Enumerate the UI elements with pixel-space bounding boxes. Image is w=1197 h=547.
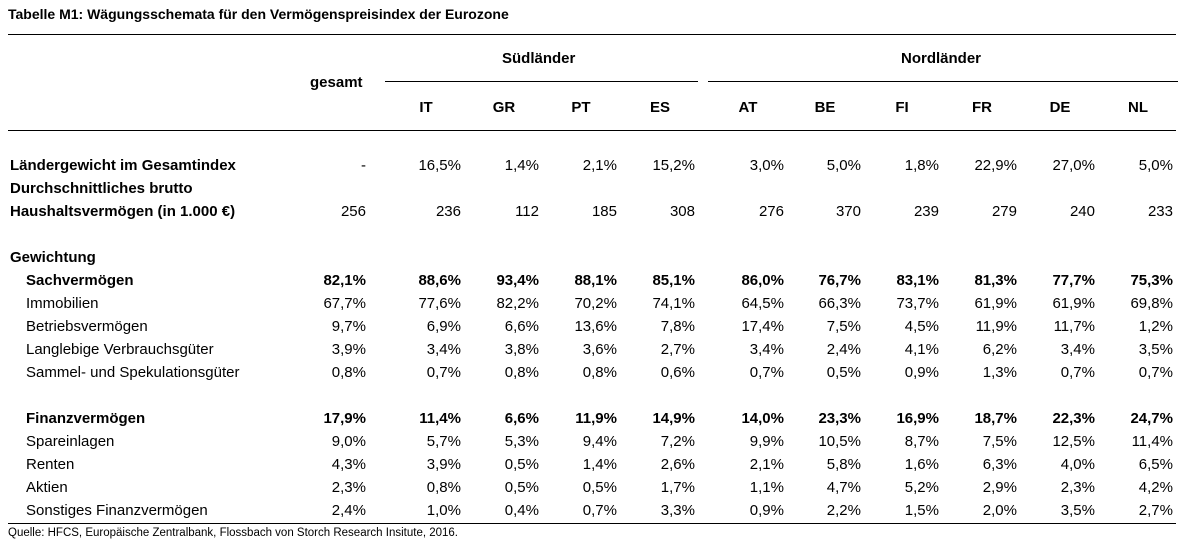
cell-sonstiges-9: 3,5% (1060, 502, 1095, 519)
cell-aktien-10: 4,2% (1138, 479, 1173, 496)
header-gesamt: gesamt (310, 74, 363, 91)
cell-sammel-2: 0,8% (504, 364, 539, 381)
cell-country_weight-5: 3,0% (749, 157, 784, 174)
cell-betriebsvermoegen-10: 1,2% (1138, 318, 1173, 335)
cell-betriebsvermoegen-6: 7,5% (826, 318, 861, 335)
header-country-it: IT (419, 99, 433, 116)
bottom-rule (8, 523, 1176, 524)
cell-sachvermoegen-6: 76,7% (818, 272, 861, 289)
cell-langlebige-10: 3,5% (1138, 341, 1173, 358)
cell-finanzvermoegen-5: 14,0% (741, 410, 784, 427)
cell-aktien-0: 2,3% (331, 479, 366, 496)
cell-sonstiges-6: 2,2% (826, 502, 861, 519)
cell-wealth-7: 239 (913, 203, 939, 220)
cell-country_weight-10: 5,0% (1138, 157, 1173, 174)
cell-renten-6: 5,8% (826, 456, 861, 473)
cell-finanzvermoegen-6: 23,3% (818, 410, 861, 427)
cell-finanzvermoegen-1: 11,4% (419, 410, 461, 427)
cell-renten-4: 2,6% (660, 456, 695, 473)
header-country-de: DE (1049, 99, 1071, 116)
cell-spareinlagen-4: 7,2% (660, 433, 695, 450)
cell-country_weight-4: 15,2% (652, 157, 695, 174)
cell-immobilien-9: 61,9% (1052, 295, 1095, 312)
cell-finanzvermoegen-2: 6,6% (504, 410, 539, 427)
cell-country_weight-8: 22,9% (974, 157, 1017, 174)
cell-wealth-10: 233 (1147, 203, 1173, 220)
cell-aktien-2: 0,5% (504, 479, 539, 496)
cell-spareinlagen-8: 7,5% (982, 433, 1017, 450)
cell-wealth-4: 308 (669, 203, 695, 220)
cell-sonstiges-3: 0,7% (582, 502, 617, 519)
cell-spareinlagen-3: 9,4% (582, 433, 617, 450)
cell-spareinlagen-1: 5,7% (426, 433, 461, 450)
cell-wealth-3: 185 (591, 203, 617, 220)
row-label-sonstiges: Sonstiges Finanzvermögen (26, 502, 208, 519)
cell-finanzvermoegen-7: 16,9% (896, 410, 939, 427)
cell-betriebsvermoegen-7: 4,5% (904, 318, 939, 335)
cell-country_weight-1: 16,5% (418, 157, 461, 174)
cell-immobilien-4: 74,1% (652, 295, 695, 312)
cell-sachvermoegen-2: 93,4% (496, 272, 539, 289)
cell-renten-1: 3,9% (426, 456, 461, 473)
cell-sammel-8: 1,3% (982, 364, 1017, 381)
cell-sammel-7: 0,9% (904, 364, 939, 381)
row-label-wealth-line2: Haushaltsvermögen (in 1.000 €) (10, 203, 236, 220)
cell-betriebsvermoegen-3: 13,6% (574, 318, 617, 335)
cell-immobilien-0: 67,7% (323, 295, 366, 312)
cell-langlebige-4: 2,7% (660, 341, 695, 358)
cell-renten-7: 1,6% (904, 456, 939, 473)
row-label-wealth-line1: Durchschnittliches brutto (10, 180, 193, 197)
cell-wealth-6: 370 (835, 203, 861, 220)
header-bottom-rule (8, 130, 1176, 131)
cell-renten-3: 1,4% (582, 456, 617, 473)
cell-betriebsvermoegen-5: 17,4% (741, 318, 784, 335)
header-country-nl: NL (1128, 99, 1148, 116)
cell-wealth-5: 276 (758, 203, 784, 220)
cell-betriebsvermoegen-2: 6,6% (504, 318, 539, 335)
cell-wealth-1: 236 (435, 203, 461, 220)
cell-sonstiges-10: 2,7% (1138, 502, 1173, 519)
header-country-fr: FR (972, 99, 992, 116)
cell-aktien-3: 0,5% (582, 479, 617, 496)
cell-sonstiges-2: 0,4% (504, 502, 539, 519)
cell-spareinlagen-5: 9,9% (749, 433, 784, 450)
section-label-gewichtung: Gewichtung (10, 249, 96, 266)
cell-spareinlagen-7: 8,7% (904, 433, 939, 450)
cell-immobilien-3: 70,2% (574, 295, 617, 312)
cell-langlebige-1: 3,4% (426, 341, 461, 358)
cell-finanzvermoegen-4: 14,9% (652, 410, 695, 427)
cell-renten-5: 2,1% (749, 456, 784, 473)
cell-sonstiges-1: 1,0% (426, 502, 461, 519)
cell-spareinlagen-0: 9,0% (331, 433, 366, 450)
cell-immobilien-7: 73,7% (896, 295, 939, 312)
cell-sachvermoegen-4: 85,1% (652, 272, 695, 289)
south-group-rule (385, 81, 698, 82)
cell-renten-9: 4,0% (1060, 456, 1095, 473)
cell-sachvermoegen-3: 88,1% (574, 272, 617, 289)
cell-sachvermoegen-7: 83,1% (896, 272, 939, 289)
cell-langlebige-9: 3,4% (1060, 341, 1095, 358)
cell-wealth-9: 240 (1069, 203, 1095, 220)
cell-immobilien-8: 61,9% (974, 295, 1017, 312)
cell-aktien-1: 0,8% (426, 479, 461, 496)
cell-sachvermoegen-0: 82,1% (323, 272, 366, 289)
cell-betriebsvermoegen-9: 11,7% (1053, 318, 1095, 335)
cell-aktien-5: 1,1% (749, 479, 784, 496)
cell-finanzvermoegen-3: 11,9% (575, 410, 617, 427)
cell-langlebige-0: 3,9% (331, 341, 366, 358)
cell-sonstiges-7: 1,5% (904, 502, 939, 519)
cell-sammel-9: 0,7% (1060, 364, 1095, 381)
header-country-at: AT (738, 99, 758, 116)
cell-sammel-6: 0,5% (826, 364, 861, 381)
row-label-finanzvermoegen: Finanzvermögen (26, 410, 146, 427)
cell-spareinlagen-9: 12,5% (1052, 433, 1095, 450)
header-country-pt: PT (571, 99, 591, 116)
cell-langlebige-3: 3,6% (582, 341, 617, 358)
row-label-country_weight: Ländergewicht im Gesamtindex (10, 157, 236, 174)
header-group-north: Nordländer (901, 50, 982, 67)
cell-finanzvermoegen-10: 24,7% (1130, 410, 1173, 427)
header-country-fi: FI (895, 99, 909, 116)
cell-country_weight-2: 1,4% (504, 157, 539, 174)
row-label-renten: Renten (26, 456, 75, 473)
row-label-aktien: Aktien (26, 479, 68, 496)
cell-langlebige-2: 3,8% (504, 341, 539, 358)
cell-wealth-8: 279 (991, 203, 1017, 220)
cell-langlebige-7: 4,1% (904, 341, 939, 358)
cell-betriebsvermoegen-4: 7,8% (660, 318, 695, 335)
cell-wealth-2: 112 (515, 203, 539, 220)
cell-sonstiges-4: 3,3% (660, 502, 695, 519)
cell-aktien-8: 2,9% (982, 479, 1017, 496)
row-label-sachvermoegen: Sachvermögen (26, 272, 134, 289)
row-label-langlebige: Langlebige Verbrauchsgüter (26, 341, 214, 358)
cell-country_weight-7: 1,8% (904, 157, 939, 174)
cell-finanzvermoegen-9: 22,3% (1052, 410, 1095, 427)
cell-spareinlagen-6: 10,5% (818, 433, 861, 450)
row-label-spareinlagen: Spareinlagen (26, 433, 115, 450)
table-title: Tabelle M1: Wägungsschemata für den Vermögenspreisindex der Eurozone (8, 6, 509, 22)
cell-betriebsvermoegen-0: 9,7% (331, 318, 366, 335)
cell-country_weight-3: 2,1% (582, 157, 617, 174)
cell-country_weight-6: 5,0% (826, 157, 861, 174)
cell-aktien-7: 5,2% (904, 479, 939, 496)
cell-immobilien-1: 77,6% (418, 295, 461, 312)
cell-aktien-9: 2,3% (1060, 479, 1095, 496)
cell-sonstiges-5: 0,9% (749, 502, 784, 519)
cell-sammel-10: 0,7% (1138, 364, 1173, 381)
cell-spareinlagen-10: 11,4% (1131, 433, 1173, 450)
cell-immobilien-10: 69,8% (1130, 295, 1173, 312)
cell-sammel-1: 0,7% (426, 364, 461, 381)
cell-sammel-3: 0,8% (582, 364, 617, 381)
row-label-sammel: Sammel- und Spekulationsgüter (26, 364, 240, 381)
north-group-rule (708, 81, 1178, 82)
cell-sonstiges-0: 2,4% (331, 502, 366, 519)
cell-finanzvermoegen-0: 17,9% (323, 410, 366, 427)
cell-langlebige-8: 6,2% (982, 341, 1017, 358)
cell-renten-10: 6,5% (1138, 456, 1173, 473)
row-label-immobilien: Immobilien (26, 295, 99, 312)
cell-immobilien-2: 82,2% (496, 295, 539, 312)
cell-wealth-0: 256 (340, 203, 366, 220)
cell-sachvermoegen-5: 86,0% (741, 272, 784, 289)
row-label-betriebsvermoegen: Betriebsvermögen (26, 318, 148, 335)
cell-renten-8: 6,3% (982, 456, 1017, 473)
cell-finanzvermoegen-8: 18,7% (974, 410, 1017, 427)
cell-renten-2: 0,5% (504, 456, 539, 473)
cell-sammel-5: 0,7% (749, 364, 784, 381)
header-country-gr: GR (492, 99, 516, 116)
cell-spareinlagen-2: 5,3% (504, 433, 539, 450)
source-note: Quelle: HFCS, Europäische Zentralbank, Flossbach von Storch Research Insitute, 2016. (8, 527, 459, 539)
header-country-es: ES (649, 99, 670, 116)
header-country-be: BE (814, 99, 836, 116)
cell-country_weight-9: 27,0% (1052, 157, 1095, 174)
header-group-south: Südländer (502, 50, 576, 67)
cell-immobilien-5: 64,5% (741, 295, 784, 312)
cell-sachvermoegen-9: 77,7% (1052, 272, 1095, 289)
cell-aktien-6: 4,7% (826, 479, 861, 496)
cell-aktien-4: 1,7% (660, 479, 695, 496)
cell-langlebige-5: 3,4% (749, 341, 784, 358)
cell-immobilien-6: 66,3% (818, 295, 861, 312)
cell-sachvermoegen-8: 81,3% (974, 272, 1017, 289)
cell-sachvermoegen-1: 88,6% (418, 272, 461, 289)
top-rule (8, 34, 1176, 35)
cell-betriebsvermoegen-1: 6,9% (426, 318, 461, 335)
cell-renten-0: 4,3% (331, 456, 366, 473)
cell-sammel-0: 0,8% (331, 364, 366, 381)
cell-sonstiges-8: 2,0% (982, 502, 1017, 519)
cell-langlebige-6: 2,4% (826, 341, 861, 358)
cell-sachvermoegen-10: 75,3% (1130, 272, 1173, 289)
cell-country_weight-0: - (361, 157, 366, 174)
cell-betriebsvermoegen-8: 11,9% (975, 318, 1017, 335)
cell-sammel-4: 0,6% (660, 364, 695, 381)
